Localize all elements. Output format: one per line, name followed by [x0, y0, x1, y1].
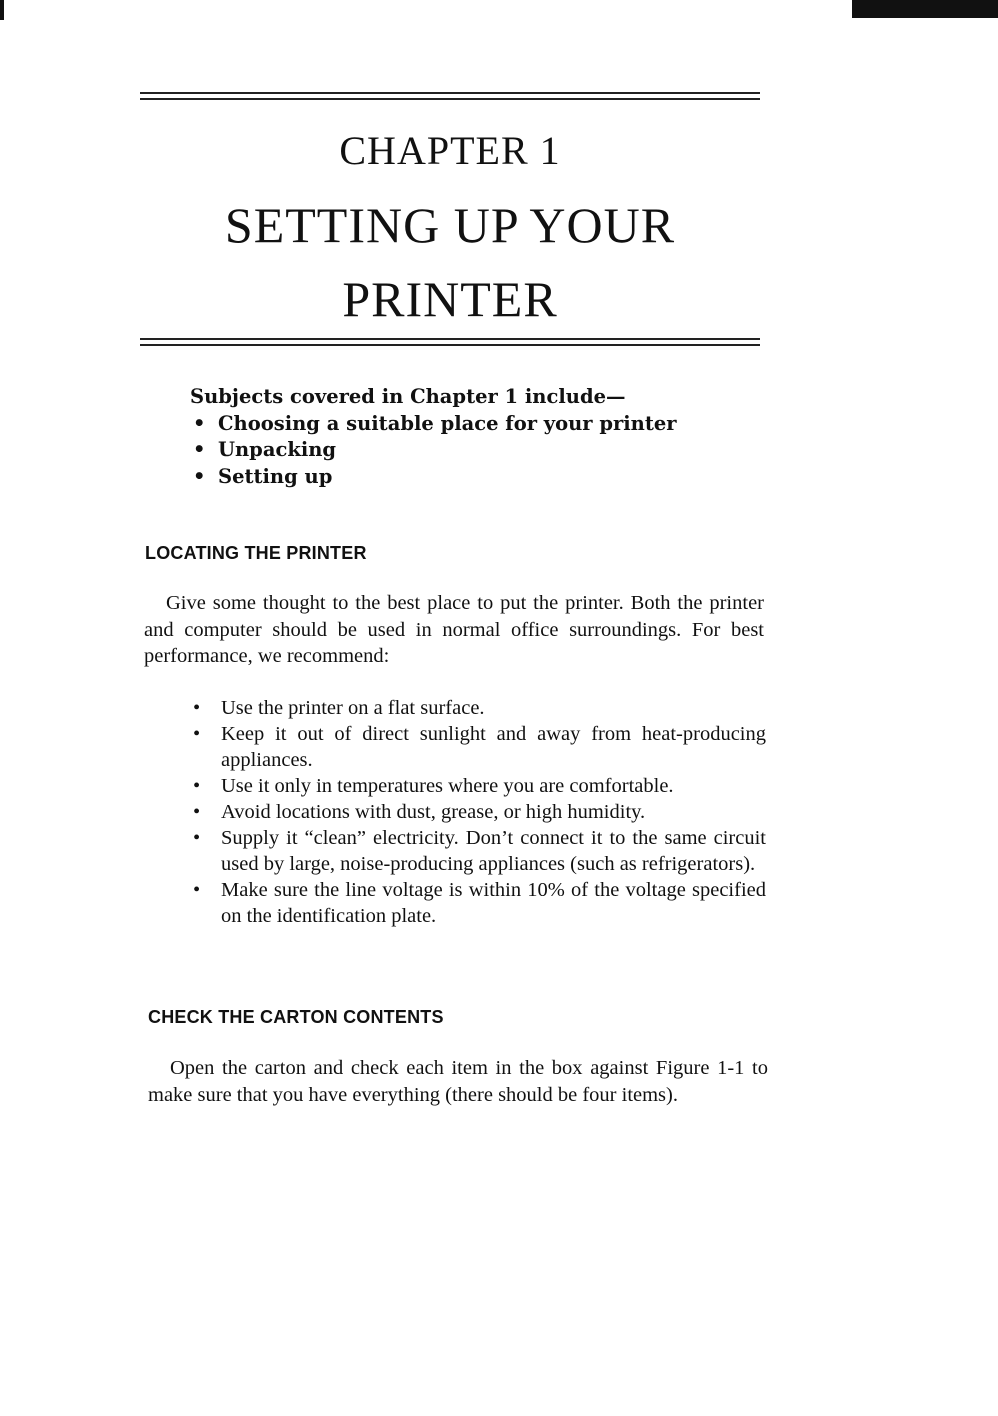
recommendation-text: Use it only in temperatures where you are comfortable.: [221, 775, 674, 797]
subjects-list-item: • Unpacking: [190, 437, 750, 464]
locating-paragraph: Give some thought to the best place to put the printer. Both the printer and computer should be used in normal office surroundings. For best performance, we recommend:: [144, 592, 764, 667]
recommendation-item: [190, 825, 766, 877]
carton-heading: CHECK THE CARTON CONTENTS: [148, 1007, 444, 1027]
recommendation-text: Make sure the line voltage is within 10% of the voltage specified on the identification plate.: [221, 879, 766, 927]
chapter-title-line-1: SETTING UP YOUR: [224, 197, 676, 253]
bullet-icon: •: [193, 775, 201, 797]
scan-edge-mark-right: [852, 0, 998, 18]
recommendation-item: [190, 799, 766, 825]
recommendation-item: [190, 721, 766, 773]
subjects-list-item: • Choosing a suitable place for your printer: [190, 411, 750, 438]
recommendation-text: Keep it out of direct sunlight and away from heat-producing appliances.: [221, 723, 766, 771]
bullet-icon: •: [193, 879, 201, 901]
rule-line: [140, 344, 760, 346]
chapter-label: CHAPTER 1: [339, 128, 561, 173]
recommendation-list: [190, 695, 766, 929]
rule-line: [140, 338, 760, 340]
recommendation-item: [190, 877, 766, 929]
subjects-intro: Subjects covered in Chapter 1 include—: [190, 385, 626, 408]
recommendation-item: [190, 695, 766, 721]
bullet-icon: •: [193, 723, 201, 745]
recommendation-item: [190, 773, 766, 799]
subjects-box: [190, 384, 750, 490]
top-double-rule: [140, 92, 760, 104]
recommendation-text: Avoid locations with dust, grease, or high humidity.: [221, 801, 646, 823]
locating-heading: LOCATING THE PRINTER: [145, 543, 367, 563]
recommendation-text: Supply it “clean” electricity. Don’t connect it to the same circuit used by large, noise-producing appliances (such as refrigerators).: [221, 827, 766, 875]
recommendation-text: Use the printer on a flat surface.: [221, 697, 485, 719]
bullet-icon: •: [193, 697, 201, 719]
subjects-list-item: • Setting up: [190, 464, 750, 491]
bullet-icon: •: [193, 827, 201, 849]
rule-line: [140, 92, 760, 94]
rule-line: [140, 98, 760, 100]
carton-paragraph: Open the carton and check each item in the box against Figure 1-1 to make sure that you have everything (there should be four items).: [148, 1057, 768, 1106]
chapter-title: [140, 188, 760, 336]
bullet-icon: •: [193, 801, 201, 823]
scan-edge-mark-left: [0, 0, 4, 20]
bottom-double-rule: [140, 338, 760, 350]
chapter-title-line-2: PRINTER: [342, 271, 558, 327]
subjects-list: [190, 411, 750, 491]
